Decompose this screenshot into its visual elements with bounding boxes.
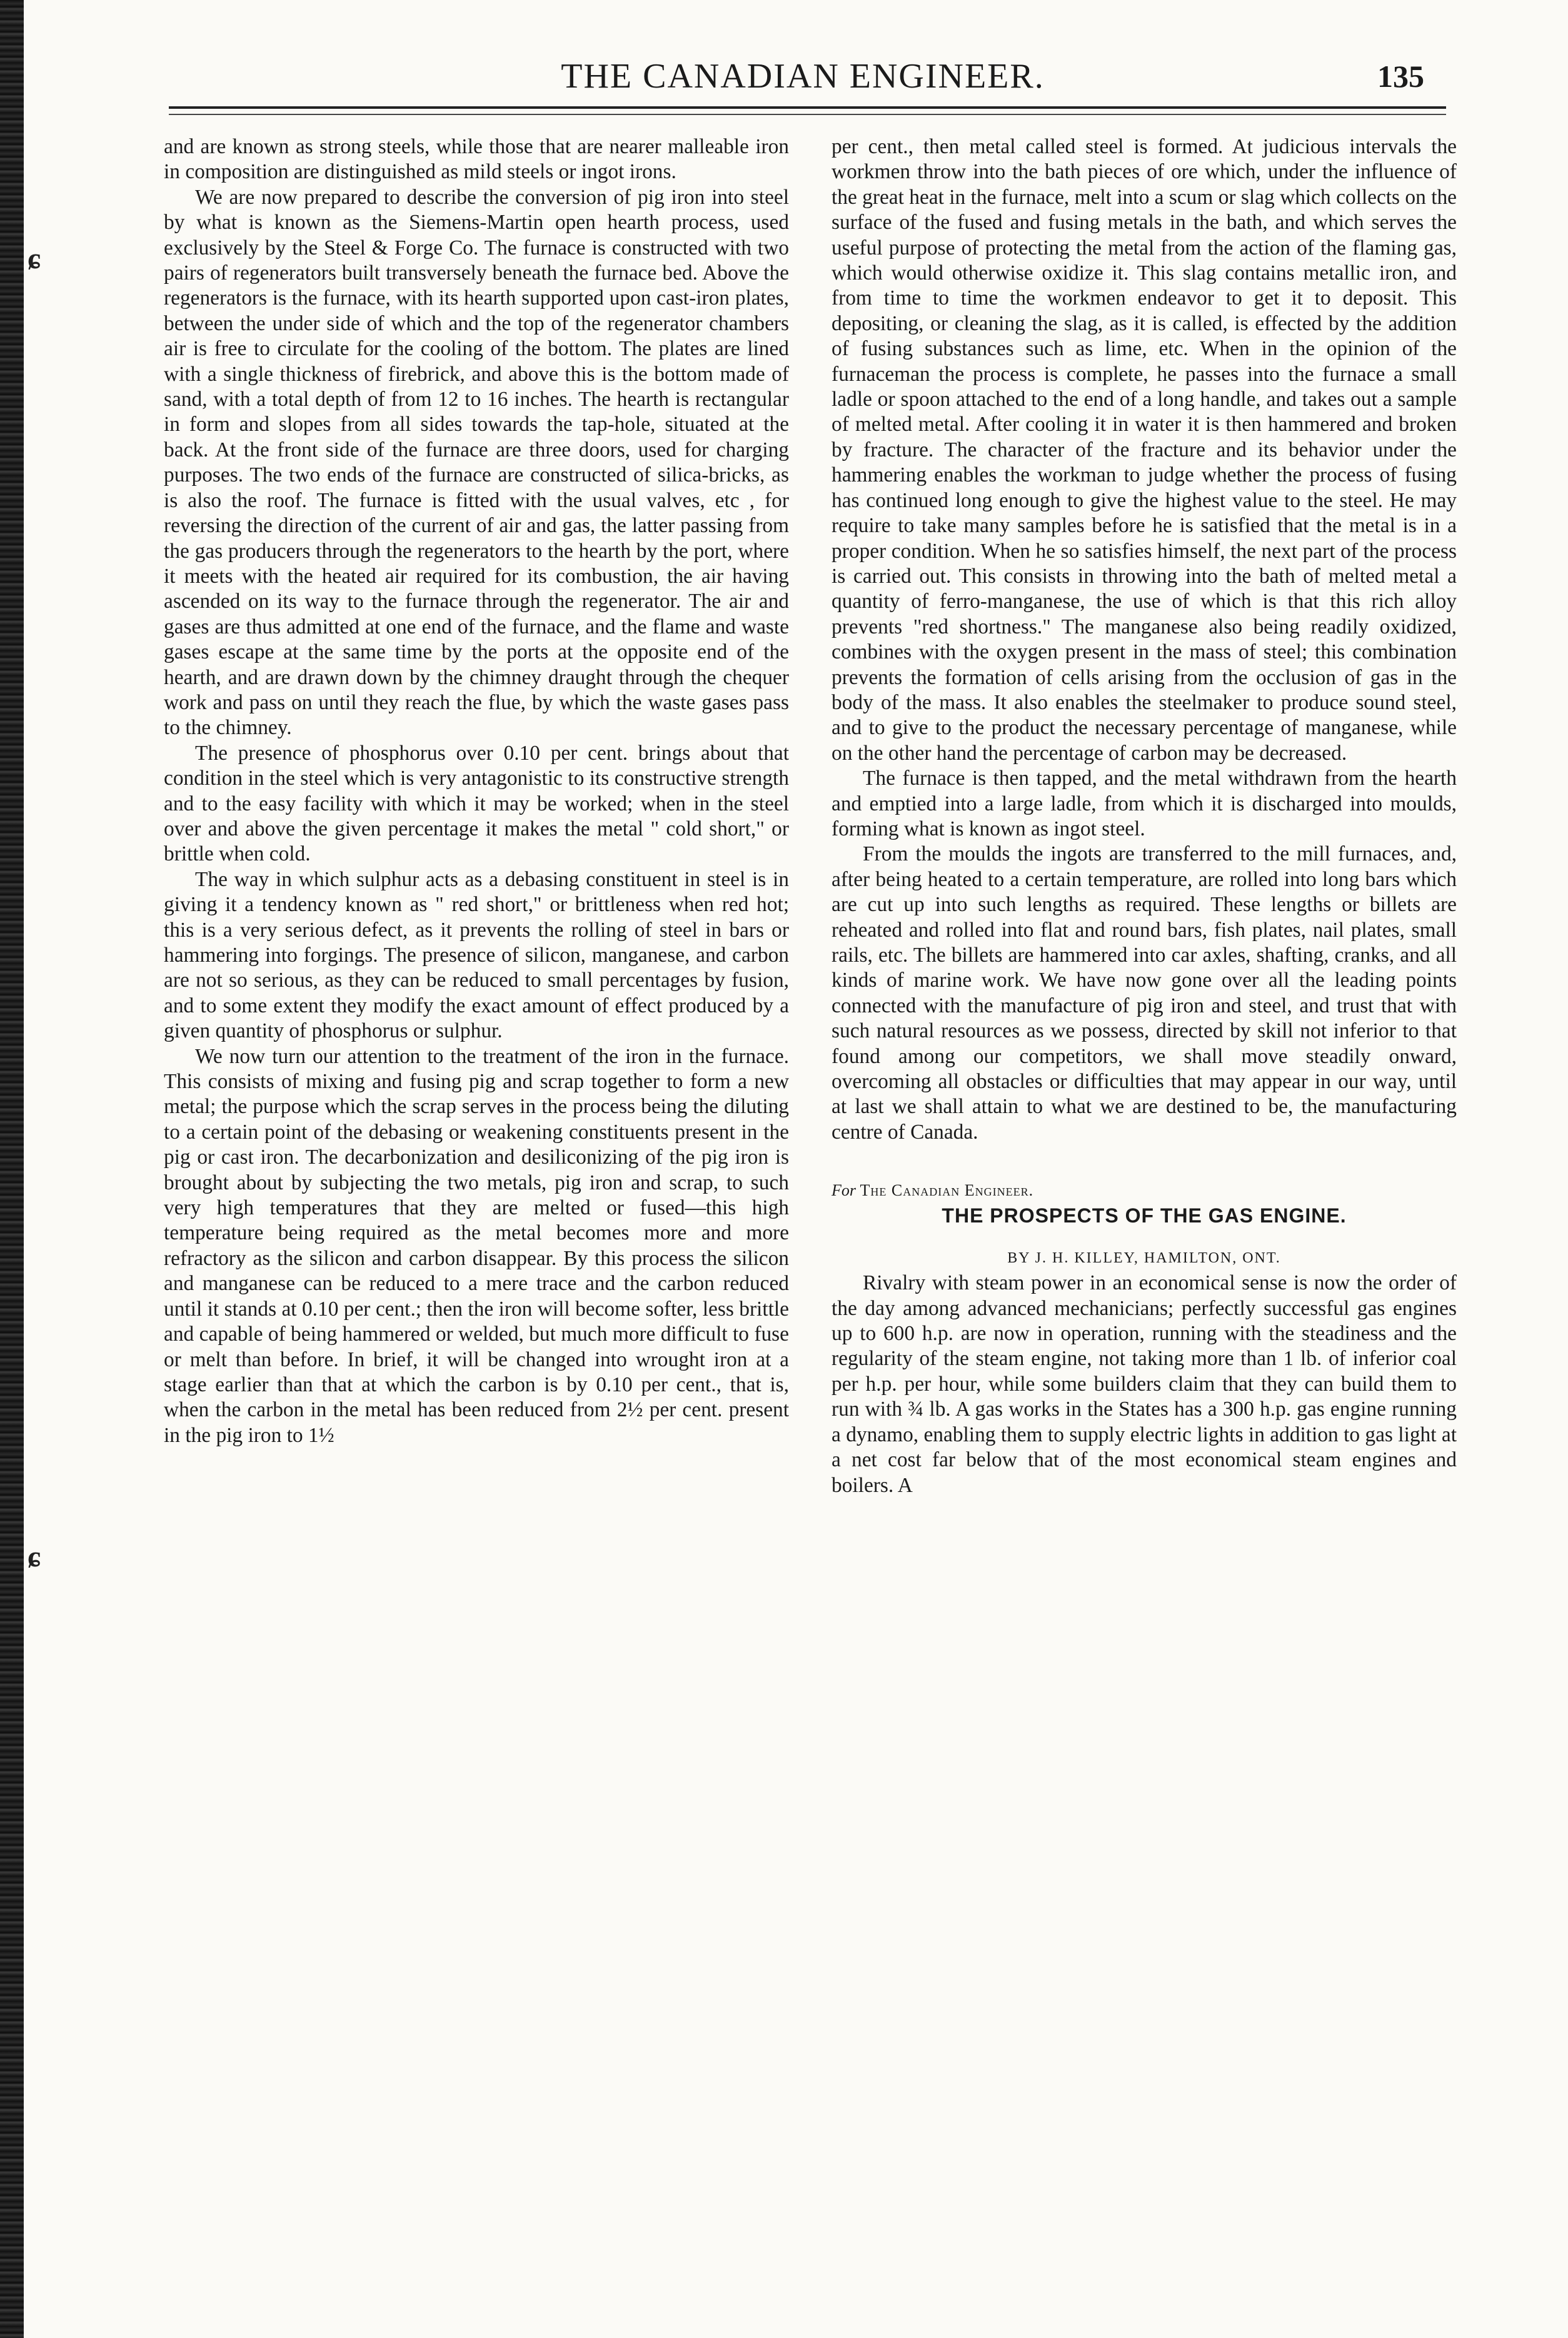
paragraph: The way in which sulphur acts as a debasing constituent in steel is in giving it a tendency known as " red short," or brittleness when red hot; this is a very serious defect, as it prevents the rolling of steel in bars or hammering into forgings. The presence of silicon, manganese, and carbon are not so serious, as they can be reduced to small percentages by fusion, and to some extent they modify the exact amount of effect produced by a given quantity of phosphorus or sulphur.	[164, 867, 789, 1043]
article-byline: BY J. H. KILLEY, HAMILTON, ONT.	[1007, 1250, 1281, 1267]
right-column	[832, 134, 1457, 1498]
paragraph: The presence of phosphorus over 0.10 per cent. brings about that condition in the steel which is very antagonistic to its constructive strength and to the easy facility with which it may be worked; when in the steel over and above the given percentage it makes the metal " cold short," or brittle when cold.	[164, 741, 789, 866]
publication-name: The Canadian Engineer.	[860, 1181, 1034, 1200]
paragraph: per cent., then metal called steel is formed. At judicious intervals the workmen throw into the bath pieces of ore which, under the influence of the great heat in the furnace, melt into a scum or slag which collects on the surface of the fused and fusing metals in the bath, and which serves the useful purpose of protecting the metal from the action of the flaming gas, which would otherwise oxidize it. This slag contains metallic iron, and from time to time the workmen endeavor to get it to deposit. This depositing, or cleaning the slag, as it is called, is effected by the addition of fusing substances such as lime, etc. When in the opinion of the furnaceman the process is complete, he passes into the furnace a small ladle or spoon attached to the end of a long handle, and takes out a sample of melted metal. After cooling it in water it is then hammered and broken by fracture. The character of the fracture and its behavior under the hammering enables the workman to judge whether the process of fusing has continued long enough to give the highest value to the steel. He may require to take many samples before he is satisfied that the metal is in a proper condition. When he so satisfies himself, the next part of the process is carried out. This consists in throwing into the bath of melted metal a quantity of ferro-manganese, the use of which is that this rich alloy prevents "red shortness." The manganese also being readily oxidized, combines with the oxygen present in the mass of steel; this combination prevents the formation of cells arising from the occlusion of gas in the body of the mass. It also enables the steelmaker to produce sound steel, and to give to the product the necessary percentage of manganese, while on the other hand the percentage of carbon may be decreased.	[832, 135, 1457, 765]
paragraph: From the moulds the ingots are transferred to the mill furnaces, and, after being heated to a certain temperature, are rolled into long bars which are cut up into such lengths as required. These lengths or billets are reheated and rolled into flat and round bars, fish plates, nail plates, small rails, etc. The billets are hammered into car axles, shafting, cranks, and all kinds of marine work. We have now gone over all the leading points connected with the manufacture of pig iron and steel, and trust that with such natural resources as we possess, directed by skill not inferior to that found among our competitors, we shall move steadily onward, overcoming all obstacles or difficulties that may appear in our way, until at last we shall attain to what we are destined to be, the manufacturing centre of Canada.	[832, 842, 1457, 1144]
page-header	[169, 51, 1437, 101]
for-prefix: For	[832, 1181, 856, 1200]
article-body: Rivalry with steam power in an economical sense is now the order of the day among advanced mechanicians; perfectly successful gas engines up to 600 h.p. are now in operation, running with the steadiness and the regularity of the steam engine, not taking more than 1 lb. of inferior coal per h.p. per hour, while some builders claim that they can build them to run with ¾ lb. A gas works in the States has a 300 h.p. gas engine running a dynamo, enabling them to supply electric lights in addition to gas light at a net cost far below that of the most economical steam engines and boilers. A	[832, 1271, 1457, 1497]
binding-glyph: ɕ	[28, 242, 41, 275]
paragraph: We now turn our attention to the treatment of the iron in the furnace. This consists of mixing and fusing pig and scrap together to form a new metal; the purpose which the scrap serves in the process being the diluting to a certain point of the debasing or weakening constituents present in the pig or cast iron. The decarbonization and desiliconizing of the pig iron is brought about by subjecting the two metals, pig iron and scrap, to such very high temperatures that they are melted or fused—this high temperature being required as the metal becomes more and more refractory as the silicon and carbon disappear. By this process the silicon and manganese can be reduced to a mere trace and the carbon reduced until it stands at 0.10 per cent.; then the iron will become softer, less brittle and capable of being hammered or welded, but much more difficult to fuse or melt than before. In brief, it will be changed into wrought iron at a stage earlier than that at which the carbon is by 0.10 per cent., that is, when the carbon in the metal has been reduced from 2½ per cent. present in the pig iron to 1½	[164, 1044, 789, 1447]
left-column	[164, 134, 789, 1448]
binding-glyph: ɕ	[28, 1540, 41, 1573]
header-rule-thin	[169, 114, 1446, 115]
page-binding-edge	[0, 0, 24, 2338]
article-title: THE PROSPECTS OF THE GAS ENGINE.	[942, 1204, 1347, 1227]
paragraph: The furnace is then tapped, and the metal withdrawn from the hearth and emptied into a large ladle, from which it is discharged into moulds, forming what is known as ingot steel.	[832, 767, 1457, 840]
page-number: 135	[1377, 59, 1424, 94]
header-rule	[169, 106, 1446, 109]
article-source-line	[832, 1179, 1457, 1202]
paragraph: and are known as strong steels, while those that are nearer malleable iron in composition are distinguished as mild steels or ingot irons.	[164, 135, 789, 184]
paragraph: We are now prepared to describe the conversion of pig iron into steel by what is known as the Siemens-Martin open hearth process, used exclusively by the Steel & Forge Co. The furnace is constructed with two pairs of regenerators built transversely beneath the furnace bed. Above the regenerators is the furnace, with its hearth supported upon cast-iron plates, between the under side of which and the top of the regenerator chambers air is free to circulate for the cooling of the bottom. The plates are lined with a single thickness of firebrick, and above this is the bottom made of sand, with a total depth of from 12 to 16 inches. The hearth is rectangular in form and slopes from all sides towards the tap-hole, situated at the back. At the front side of the furnace are three doors, used for charging purposes. The two ends of the furnace are constructed of silica-bricks, as is also the roof. The furnace is fitted with the usual valves, etc , for reversing the direction of the current of air and gas, the latter passing from the gas producers through the regenerators to the hearth by the port, where it meets with the heated air required for its combustion, the air having ascended on its way to the furnace through the regenerator. The air and gases are thus admitted at one end of the furnace, and the flame and waste gases escape at the same time by the ports at the opposite end of the hearth, and are drawn down by the chimney draught through the chequer work and pass on until they reach the flue, by which the waste gases pass to the chimney.	[164, 185, 789, 740]
journal-title: THE CANADIAN ENGINEER.	[561, 57, 1045, 96]
